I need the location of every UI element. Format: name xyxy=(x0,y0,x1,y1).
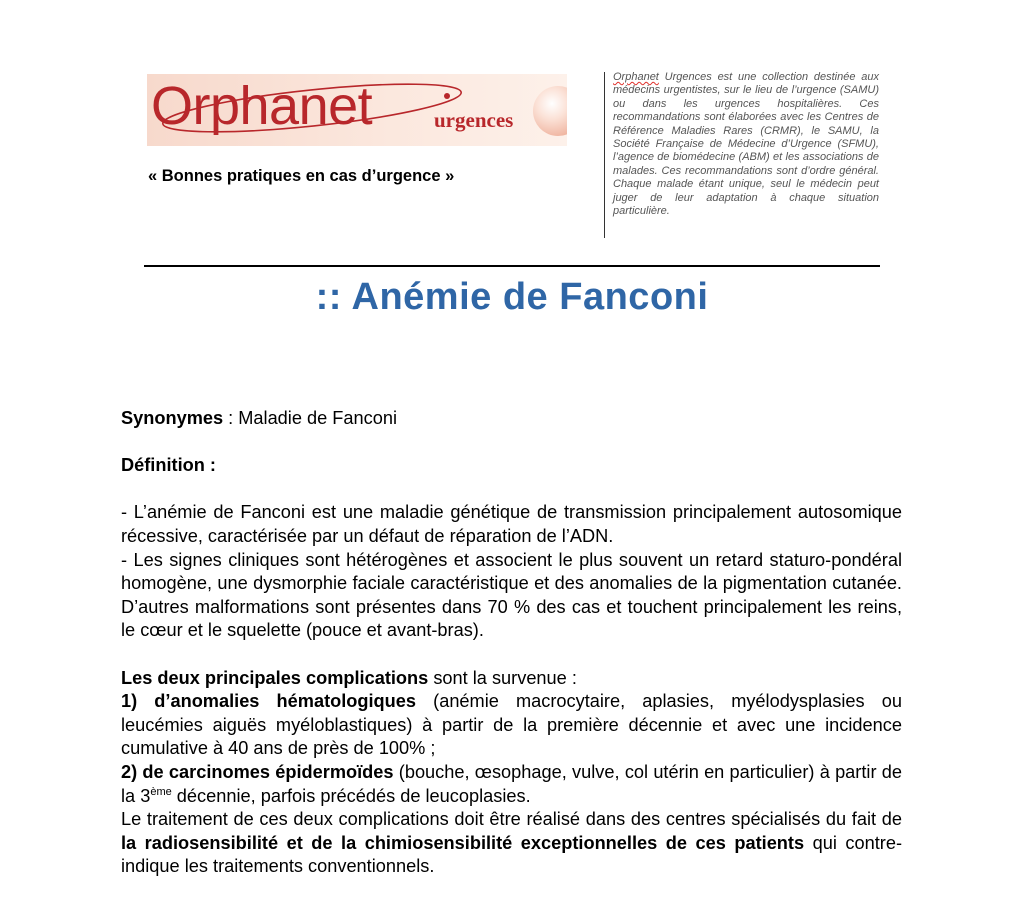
note-brand: Orphanet xyxy=(613,71,659,83)
synonymes-sep: : xyxy=(223,408,239,428)
treatment-paragraph xyxy=(121,808,902,879)
complication-item-2 xyxy=(121,761,902,808)
complication-item-2-text-b: décennie, parfois précédés de leucoplasies. xyxy=(171,785,531,806)
complication-item-2-text-a: (bouche, œsophage, vulve, col utérin en particulier) à partir de la 3 xyxy=(121,761,902,806)
complication-item-1-text: (anémie macrocytaire, aplasies, myélodysplasies ou leucémies aiguës myéloblastiques) à partir de la première décennie et avec une incidence cumulative à 40 ans de près de 100% ; xyxy=(121,691,902,759)
treatment-text-b: qui contre-indique les traitements conventionnels. xyxy=(121,832,902,877)
complications-intro xyxy=(121,667,902,691)
complication-item-1 xyxy=(121,690,902,761)
synonymes-line xyxy=(121,407,902,431)
collection-note xyxy=(613,71,879,218)
synonymes-value: Maladie de Fanconi xyxy=(238,408,397,428)
orphanet-urgences-logo xyxy=(147,74,567,146)
document-body xyxy=(121,407,902,879)
ordinal-superscript: ème xyxy=(150,785,172,798)
page-title: :: Anémie de Fanconi xyxy=(315,276,709,318)
complication-item-1-bold: 1) d’anomalies hématologiques xyxy=(121,691,417,712)
complications-intro-bold: Les deux principales complications xyxy=(121,667,429,688)
definition-paragraph-2: - Les signes cliniques sont hétérogènes et associent le plus souvent un retard staturo-pondéral homogène, une dysmorphie faciale caractéristique et des anomalies de la pigmentation cutanée. D’autres malformations sont présentes dans 70 % des cas et touchent principalement les reins, le cœur et le squelette (pouce et avant-bras). xyxy=(121,549,902,641)
treatment-text-bold: la radiosensibilité et de la chimiosensibilité exceptionnelles de ces patients xyxy=(121,832,805,853)
logo-subtitle: urgences xyxy=(434,108,514,132)
header-rule xyxy=(144,265,880,267)
tagline: « Bonnes pratiques en cas d’urgence » xyxy=(148,167,455,185)
treatment-text-a: Le traitement de ces deux complications doit être réalisé dans des centres spécialisés du fait de xyxy=(121,809,902,830)
definition-heading: Définition : xyxy=(121,455,216,476)
synonymes-label: Synonymes xyxy=(121,408,224,428)
note-text: Urgences est une collection destinée aux médecins urgentistes, sur le lieu de l’urgence (SAMU) ou dans les urgences hospitalières. Ces recommandations sont élaborées avec les Centres de Référence Maladies Rares (CRMR), le SAMU, la Société Française de Médecine d’Urgence (SFMU), l’agence de biomédecine (ABM) et les associations de malades. Ces recommandations sont d’ordre général. Chaque malade étant unique, seul le médecin peut juger de leur adaptation à chaque situation particulière. xyxy=(613,71,879,218)
header-divider xyxy=(604,72,605,238)
logo-wordmark: Orphanet xyxy=(151,76,373,136)
complication-item-2-bold: 2) de carcinomes épidermoïdes xyxy=(121,761,394,782)
complications-intro-rest: sont la survenue : xyxy=(428,667,577,688)
definition-paragraph-1: - L’anémie de Fanconi est une maladie génétique de transmission principalement autosomique récessive, caractérisée par un défaut de réparation de l’ADN. xyxy=(121,502,902,546)
